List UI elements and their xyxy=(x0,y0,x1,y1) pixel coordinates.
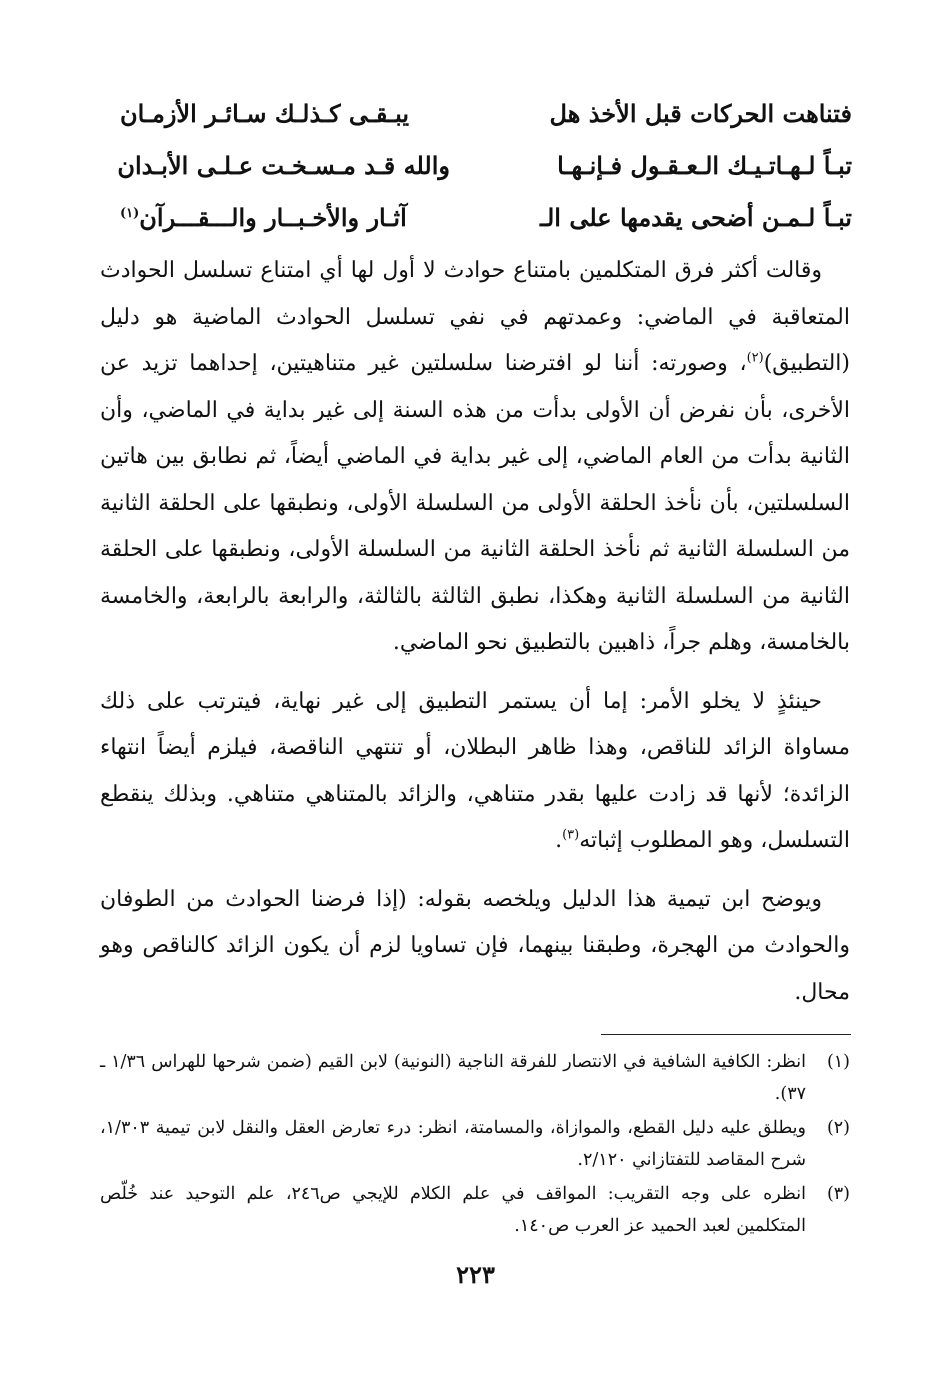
footnote-1-number: (١) xyxy=(826,1052,850,1072)
paragraph-1-text-a: وقالت أكثر فرق المتكلمين بامتناع حوادث لا أول لها أي امتناع تسلسل الحوادث المتعاقبة في الماضي: وعمدتهم في نفي تسلسل الحوادث الماضية هو دليل (التطبيق) xyxy=(100,258,850,376)
footnote-3-text: انظره على وجه التقريب: المواقف في علم الكلام للإيجي ص٢٤٦، علم التوحيد عند خُلّص المتكلمين لعبد الحميد عز العرب ص١٤٠. xyxy=(100,1184,806,1236)
verse-2 xyxy=(100,140,852,192)
paragraph-2-text-a: حينئذٍ لا يخلو الأمر: إما أن يستمر التطبيق إلى غير نهاية، فيترتب على ذلك مساواة الزائد للناقص، وهذا ظاهر البطلان، أو تنتهي الناقصة، فيلزم أيضاً انتهاء الزائدة؛ لأنها قد زادت عليها بقدر متناهي، والزائد بالمتناهي متناهي. وبذلك ينقطع التسلسل، وهو المطلوب إثباته xyxy=(100,688,850,853)
footnote-1 xyxy=(100,1046,850,1110)
verse-1-second-hemistich xyxy=(120,88,450,140)
paragraph-2-text-b: . xyxy=(555,828,563,853)
paragraph-1-text-b: ، وصورته: أننا لو افترضنا سلسلتين غير متناهيتين، إحداهما تزيد عن الأخرى، بأن نفرض أن الأولى بدأت من هذه السنة إلى غير بداية في الماضي، وأن الثانية بدأت من العام الماضي، إلى غير بداية في الماضي أيضاً، ثم نطابق بين هاتين السلسلتين، بأن نأخذ الحلقة الأولى من السلسلة الأولى، ونطبقها على الحلقة الثانية من السلسلة الثانية ثم نأخذ الحلقة الثانية من السلسلة الأولى، ونطبقها على الحلقة الثانية من السلسلة الثانية وهكذا، نطبق الثالثة بالثالثة، والرابعة بالرابعة، والخامسة بالخامسة، وهلم جراً، ذاهبين بالتطبيق نحو الماضي. xyxy=(100,351,850,655)
paragraph-2 xyxy=(100,679,850,865)
paragraph-3 xyxy=(100,877,850,1017)
paragraph-1 xyxy=(100,248,850,667)
footnote-2-text: ويطلق عليه دليل القطع، والموازاة، والمسامتة، انظر: درء تعارض العقل والنقل لابن تيمية ١/٣٠٣، شرح المقاصد للتفتازاني ٢/١٢٠. xyxy=(100,1118,806,1170)
verse-1-first-hemistich: فتناهت الحركات قبل الأخذ هل xyxy=(549,99,852,128)
footnote-1-text: انظر: الكافية الشافية في الانتصار للفرقة الناجية (النونية) لابن القيم (ضمن شرحها للهراس ١/٣٦ ـ ٣٧). xyxy=(100,1052,806,1104)
verse-1 xyxy=(100,88,852,140)
paragraph-3-text: ويوضح ابن تيمية هذا الدليل ويلخصه بقوله: (إذا فرضنا الحوادث من الطوفان والحوادث من الهجرة، وطبقنا بينهما، فإن تساويا لزم أن يكون الزائد كالناقص وهو محال. xyxy=(100,886,850,1005)
verse-3-second-hemistich xyxy=(120,192,450,244)
footnote-2-number: (٢) xyxy=(826,1118,850,1138)
footnote-separator xyxy=(601,1034,851,1035)
footnotes xyxy=(100,1046,850,1244)
verse-1-second-text: يبـقـى كـذلـك سـائـر الأزمـان xyxy=(120,99,409,128)
poem-verses xyxy=(100,88,852,244)
body-text xyxy=(100,248,850,1016)
footnote-2 xyxy=(100,1112,850,1176)
footnote-ref-1[interactable]: (١) xyxy=(120,206,140,221)
page-number: ٢٢٣ xyxy=(456,1260,495,1289)
verse-2-second-hemistich xyxy=(117,140,450,192)
verse-3-first-hemistich: تبـاً لـمـن أضحى يقدمها على الـ xyxy=(539,203,852,232)
footnote-ref-2[interactable]: (٢) xyxy=(746,350,764,366)
verse-2-second-text: والله قـد مـسـخـت عـلـى الأبـدان xyxy=(117,151,450,180)
footnote-3-number: (٣) xyxy=(826,1184,850,1204)
verse-2-first-hemistich: تبـاً لـهـاتـيـك الـعـقـول فـإنـهـا xyxy=(557,151,852,180)
verse-3 xyxy=(100,192,852,244)
footnote-ref-3[interactable]: (٣) xyxy=(562,827,580,843)
verse-3-second-text: آثـار والأخـبــار والـــقـــرآن xyxy=(139,203,407,232)
footnote-3 xyxy=(100,1178,850,1242)
